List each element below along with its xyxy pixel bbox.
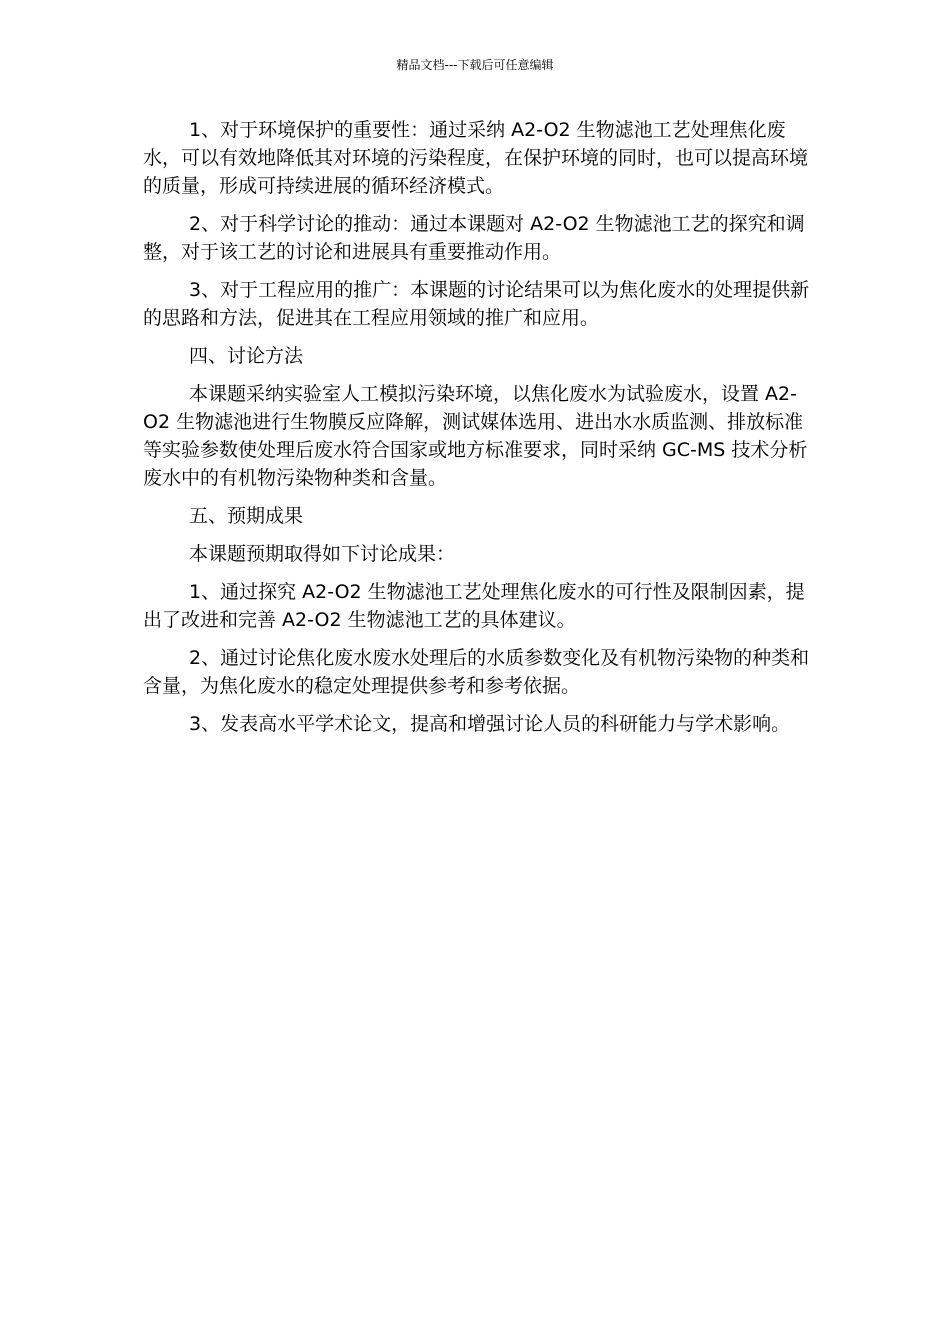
paragraph-significance-engineering: 3、对于工程应用的推广：本课题的讨论结果可以为焦化废水的处理提供新的思路和方法，促进其在工程应用领域的推广和应用。 — [143, 279, 810, 329]
section-heading-methods: 四、讨论方法 — [189, 345, 304, 367]
section-heading-expected-results: 五、预期成果 — [189, 505, 304, 527]
paragraph-result-2: 2、通过讨论焦化废水废水处理后的水质参数变化及有机物污染物的种类和含量，为焦化废水的稳定处理提供参考和参考依据。 — [143, 647, 810, 697]
paragraph-significance-science: 2、对于科学讨论的推动：通过本课题对 A2-O2 生物滤池工艺的探究和调整，对于该工艺的讨论和进展具有重要推动作用。 — [143, 213, 805, 263]
paragraph-methods: 本课题采纳实验室人工模拟污染环境，以焦化废水为试验废水，设置 A2-O2 生物滤池进行生物膜反应降解，测试媒体选用、进出水水质监测、排放标准等实验参数使处理后废水符合国家或地方标准要求，同时采纳 GC-MS 技术分析废水中的有机物污染物种类和含量。 — [143, 383, 808, 489]
paragraph-result-1: 1、通过探究 A2-O2 生物滤池工艺处理焦化废水的可行性及限制因素，提出了改进和完善 A2-O2 生物滤池工艺的具体建议。 — [143, 581, 805, 631]
paragraph-results-intro: 本课题预期取得如下讨论成果： — [189, 543, 456, 565]
page-header: 精品文档---下载后可任意编辑 — [396, 58, 554, 72]
document-body — [143, 116, 811, 748]
paragraph-result-3: 3、发表高水平学术论文，提高和增强讨论人员的科研能力与学术影响。 — [189, 713, 791, 735]
paragraph-significance-environment: 1、对于环境保护的重要性：通过采纳 A2-O2 生物滤池工艺处理焦化废水，可以有效地降低其对环境的污染程度，在保护环境的同时，也可以提高环境的质量，形成可持续进展的循环经济模式。 — [143, 119, 809, 197]
